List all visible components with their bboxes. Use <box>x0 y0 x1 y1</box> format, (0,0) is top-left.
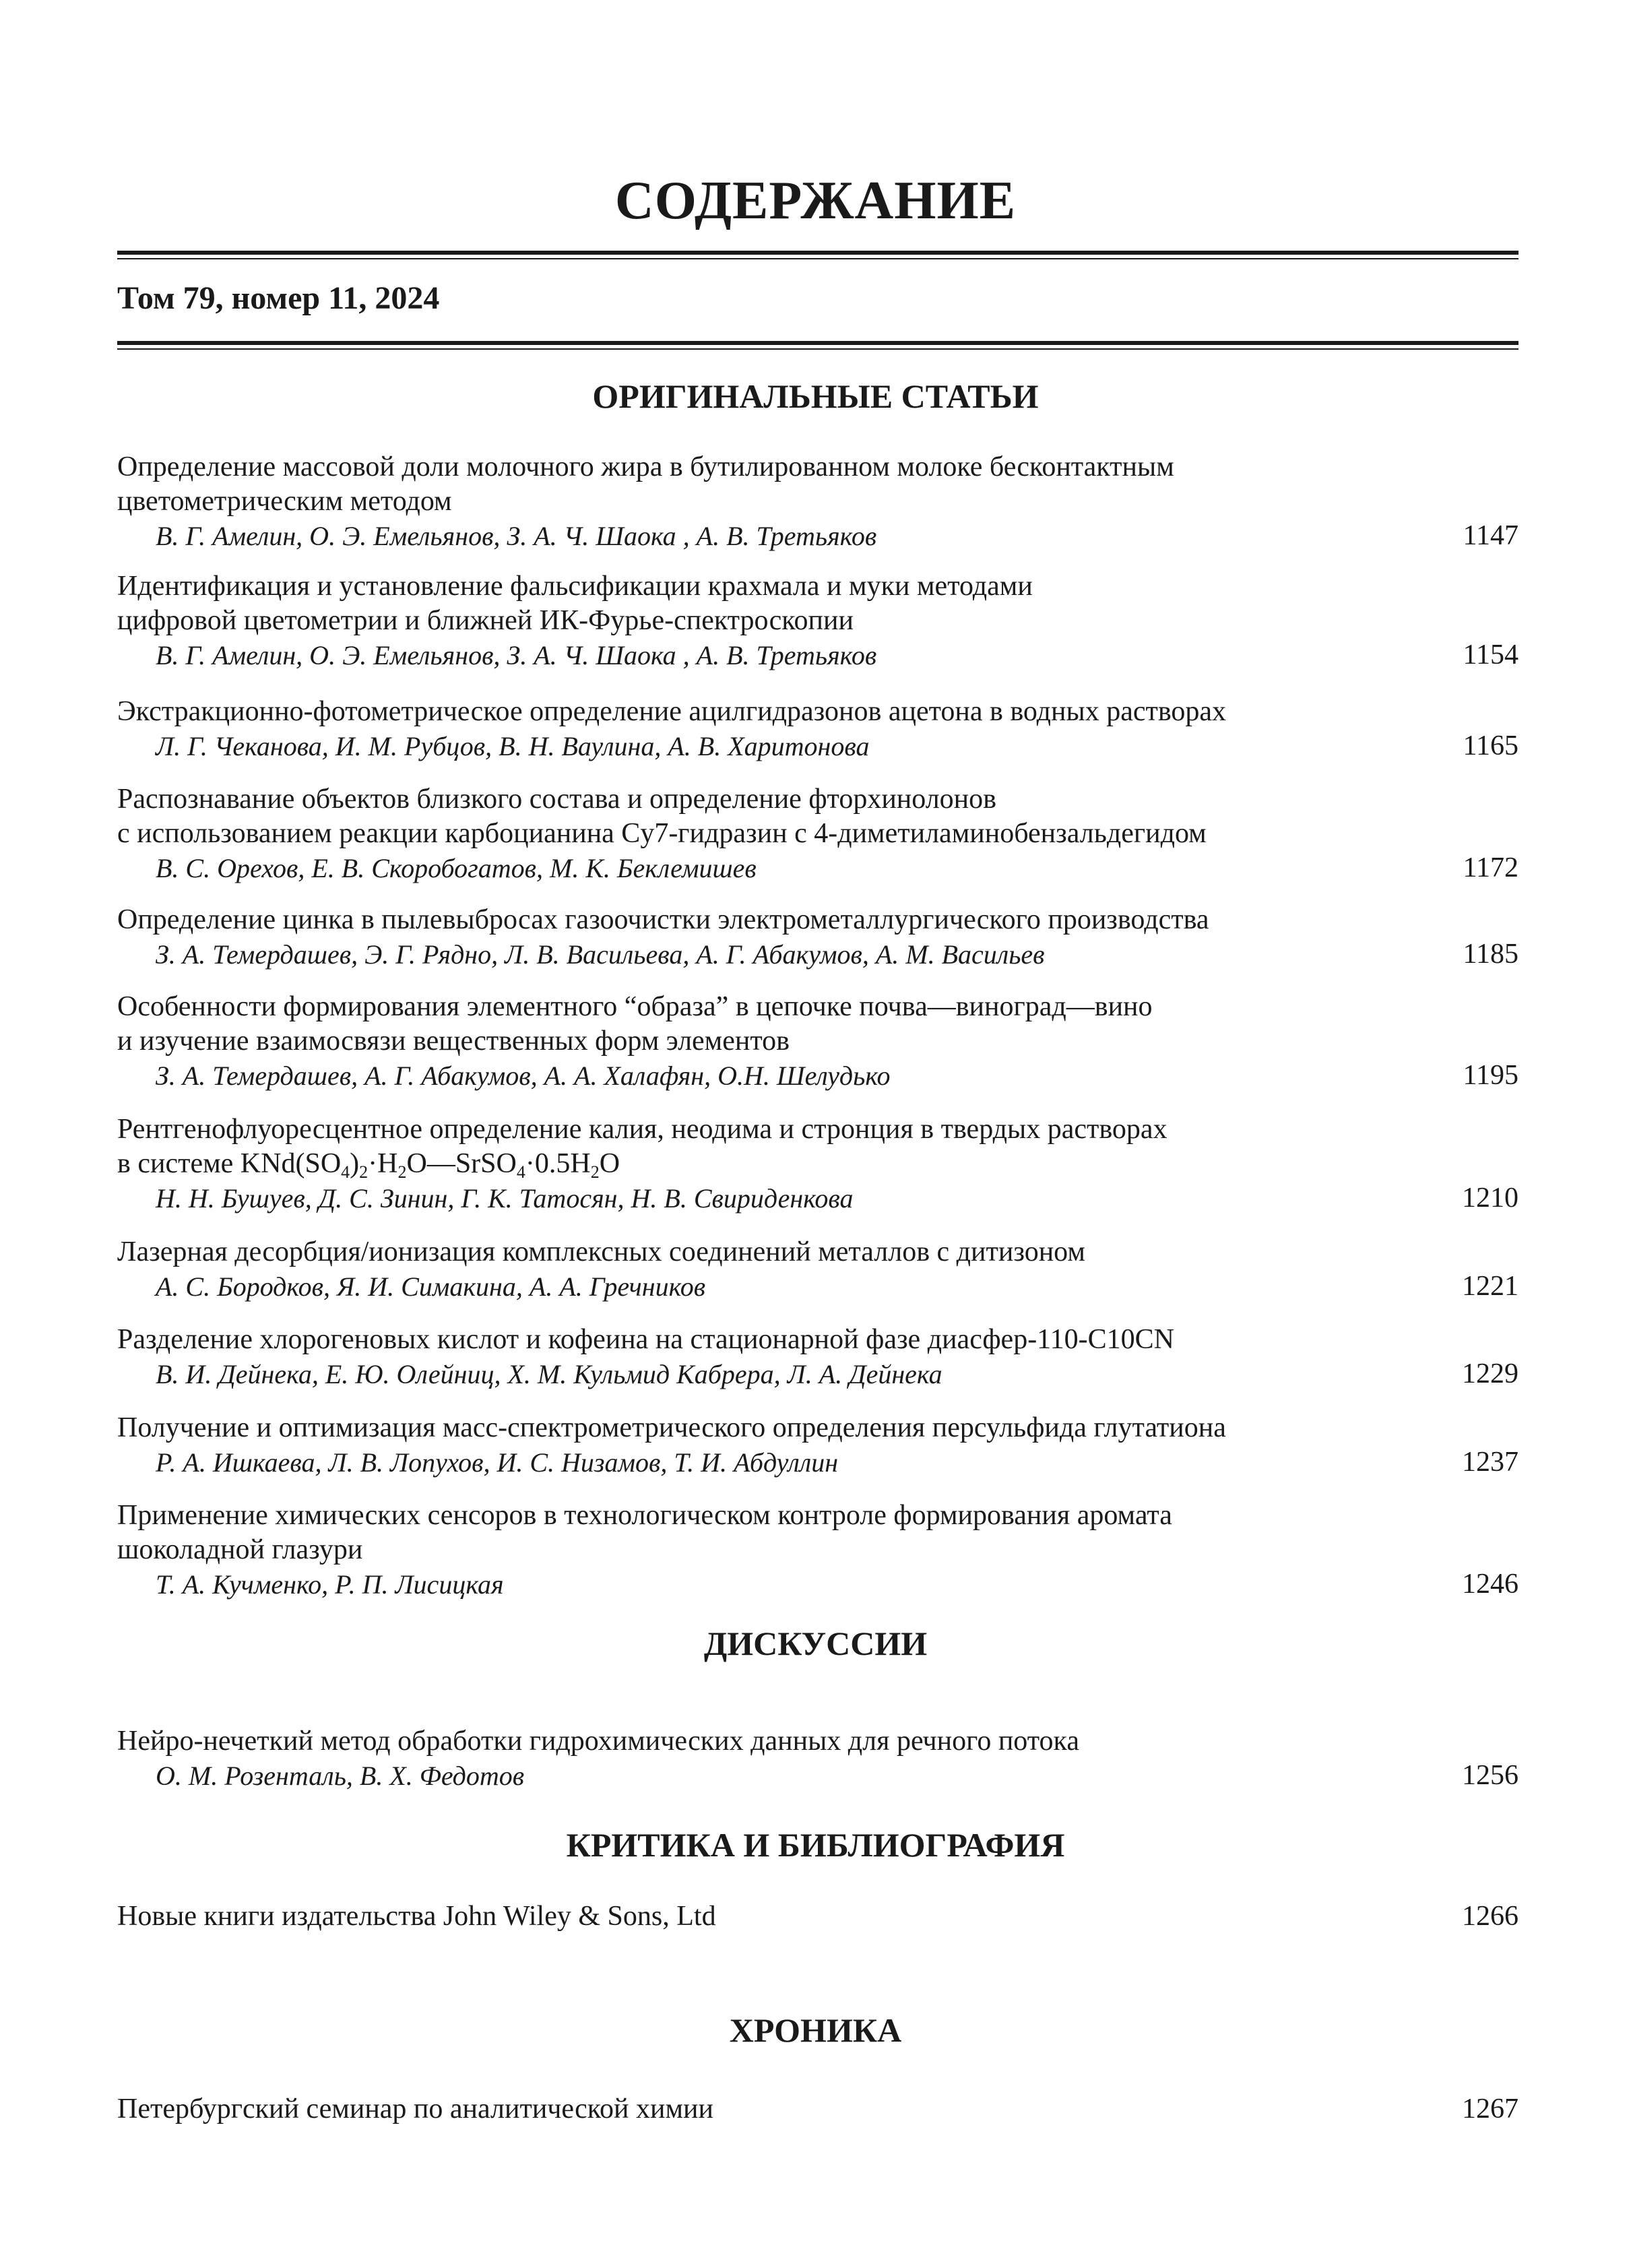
toc-entry[interactable] <box>117 1899 1518 1934</box>
entry-title-line: Лазерная десорбция/ионизация комплексных соединений металлов с дитизоном <box>117 1236 1085 1267</box>
entry-page-number: 1210 <box>1462 1183 1518 1214</box>
toc-entry[interactable] <box>117 990 1518 1093</box>
volume-info: Том 79, номер 11, 2024 <box>117 280 440 316</box>
entry-page-number: 1229 <box>1462 1358 1518 1389</box>
section-heading-chronicle: ХРОНИКА <box>729 2011 902 2049</box>
entry-title-line: Распознавание объектов близкого состава и определение фторхинолонов <box>117 784 996 815</box>
entry-page-number: 1195 <box>1463 1060 1518 1091</box>
entry-page-number: 1246 <box>1462 1569 1518 1600</box>
entry-title-line: цифровой цветометрии и ближней ИК-Фурье-спектроскопии <box>117 605 854 636</box>
entry-title-line: Определение цинка в пылевыбросах газоочистки электрометаллургического производства <box>117 904 1209 935</box>
entry-authors: В. Г. Амелин, О. Э. Емельянов, З. А. Ч. Шаока , А. В. Третьяков <box>156 521 877 551</box>
entry-page-number: 1237 <box>1462 1447 1518 1478</box>
toc-entry[interactable] <box>117 2092 1518 2127</box>
entry-title-line: Разделение хлорогеновых кислот и кофеина на стационарной фазе диасфер-110-C10CN <box>117 1324 1174 1355</box>
entry-title-line: Нейро-нечеткий метод обработки гидрохимических данных для речного потока <box>117 1726 1079 1757</box>
entry-title-line: шоколадной глазури <box>117 1534 363 1565</box>
entry-authors: Т. А. Кучменко, Р. П. Лисицкая <box>156 1569 504 1600</box>
entry-title-line: цветометрическим методом <box>117 486 452 517</box>
entry-title-formula-line: в системе $KNd(SO_4)_2\cdot H_2O—SrSO_4\cdot 0.5H_2O$ <box>117 1148 620 1182</box>
entry-title-line: Новые книги издательства John Wiley & Sons, Ltd <box>117 1901 716 1932</box>
entry-page-number: 1147 <box>1463 520 1518 551</box>
section-heading-discussions: ДИСКУССИИ <box>703 1625 928 1662</box>
entry-authors: В. С. Орехов, Е. В. Скоробогатов, М. К. Беклемишев <box>156 853 757 883</box>
entry-authors: А. С. Бородков, Я. И. Симакина, А. А. Гречников <box>156 1271 706 1302</box>
entry-authors: З. А. Темердашев, Э. Г. Рядно, Л. В. Васильева, А. Г. Абакумов, А. М. Васильев <box>156 939 1045 970</box>
entry-authors: Р. А. Ишкаева, Л. В. Лопухов, И. С. Низамов, Т. И. Абдуллин <box>156 1447 839 1478</box>
entry-authors: В. Г. Амелин, О. Э. Емельянов, З. А. Ч. Шаока , А. В. Третьяков <box>156 640 877 670</box>
title-rule-thick <box>117 251 1518 255</box>
entry-page-number: 1185 <box>1463 939 1518 970</box>
entry-authors: О. М. Розенталь, В. Х. Федотов <box>156 1761 525 1791</box>
entry-page-number: 1221 <box>1462 1271 1518 1302</box>
entry-page-number: 1165 <box>1463 730 1518 761</box>
entry-title-line: Особенности формирования элементного “образа” в цепочке почва—виноград—вино <box>117 991 1153 1022</box>
toc-entry[interactable] <box>117 1112 1518 1216</box>
entry-title-line: Экстракционно-фотометрическое определение ацилгидразонов ацетона в водных растворах <box>117 696 1227 727</box>
page-title: СОДЕРЖАНИЕ <box>614 171 1017 230</box>
section-heading-criticism: КРИТИКА И БИБЛИОГРАФИЯ <box>566 1826 1065 1864</box>
entry-title-line: Применение химических сенсоров в технологическом контроле формирования аромата <box>117 1500 1172 1531</box>
entry-title-line: Получение и оптимизация масс-спектрометрического определения персульфида глутатиона <box>117 1412 1226 1443</box>
toc-entry[interactable] <box>117 569 1518 672</box>
title-rule-thin <box>117 258 1518 259</box>
volume-rule-thick <box>117 341 1518 345</box>
toc-entry[interactable] <box>117 450 1518 553</box>
toc-entry[interactable] <box>117 1499 1518 1602</box>
volume-rule-thin <box>117 348 1518 350</box>
toc-entry[interactable] <box>117 1724 1518 1793</box>
entry-page-number: 1256 <box>1462 1760 1518 1791</box>
entry-authors: В. И. Дейнека, Е. Ю. Олейниц, Х. М. Кульмид Кабрера, Л. А. Дейнека <box>156 1359 942 1389</box>
toc-entry[interactable] <box>117 903 1518 972</box>
entry-page-number: 1172 <box>1463 852 1518 883</box>
entry-title-line: с использованием реакции карбоцианина Cy7-гидразин с 4-диметиламинобензальдегидом <box>117 818 1207 849</box>
toc-entry[interactable] <box>117 695 1518 763</box>
entry-title-line: Рентгенофлуоресцентное определение калия, неодима и стронция в твердых растворах <box>117 1114 1168 1145</box>
section-heading-original: ОРИГИНАЛЬНЫЕ СТАТЬИ <box>592 377 1039 415</box>
entry-page-number: 1266 <box>1462 1901 1518 1932</box>
entry-title-line: Идентификация и установление фальсификации крахмала и муки методами <box>117 571 1033 602</box>
entry-authors: Л. Г. Чеканова, И. М. Рубцов, В. Н. Ваулина, А. В. Харитонова <box>156 731 870 761</box>
toc-entry[interactable] <box>117 1323 1518 1391</box>
toc-entry[interactable] <box>117 1411 1518 1480</box>
entry-authors: Н. Н. Бушуев, Д. С. Зинин, Г. К. Татосян, Н. В. Свириденкова <box>156 1183 854 1214</box>
entry-title-line: Определение массовой доли молочного жира в бутилированном молоке бесконтактным <box>117 451 1174 482</box>
entry-title-line: и изучение взаимосвязи вещественных форм элементов <box>117 1026 790 1057</box>
entry-authors: З. А. Темердашев, А. Г. Абакумов, А. А. Халафян, О.Н. Шелудько <box>156 1061 891 1091</box>
toc-entry[interactable] <box>117 782 1518 885</box>
entry-title-line: Петербургский семинар по аналитической химии <box>117 2093 714 2124</box>
toc-entry[interactable] <box>117 1235 1518 1304</box>
entry-page-number: 1154 <box>1463 639 1518 670</box>
entry-page-number: 1267 <box>1462 2093 1518 2124</box>
